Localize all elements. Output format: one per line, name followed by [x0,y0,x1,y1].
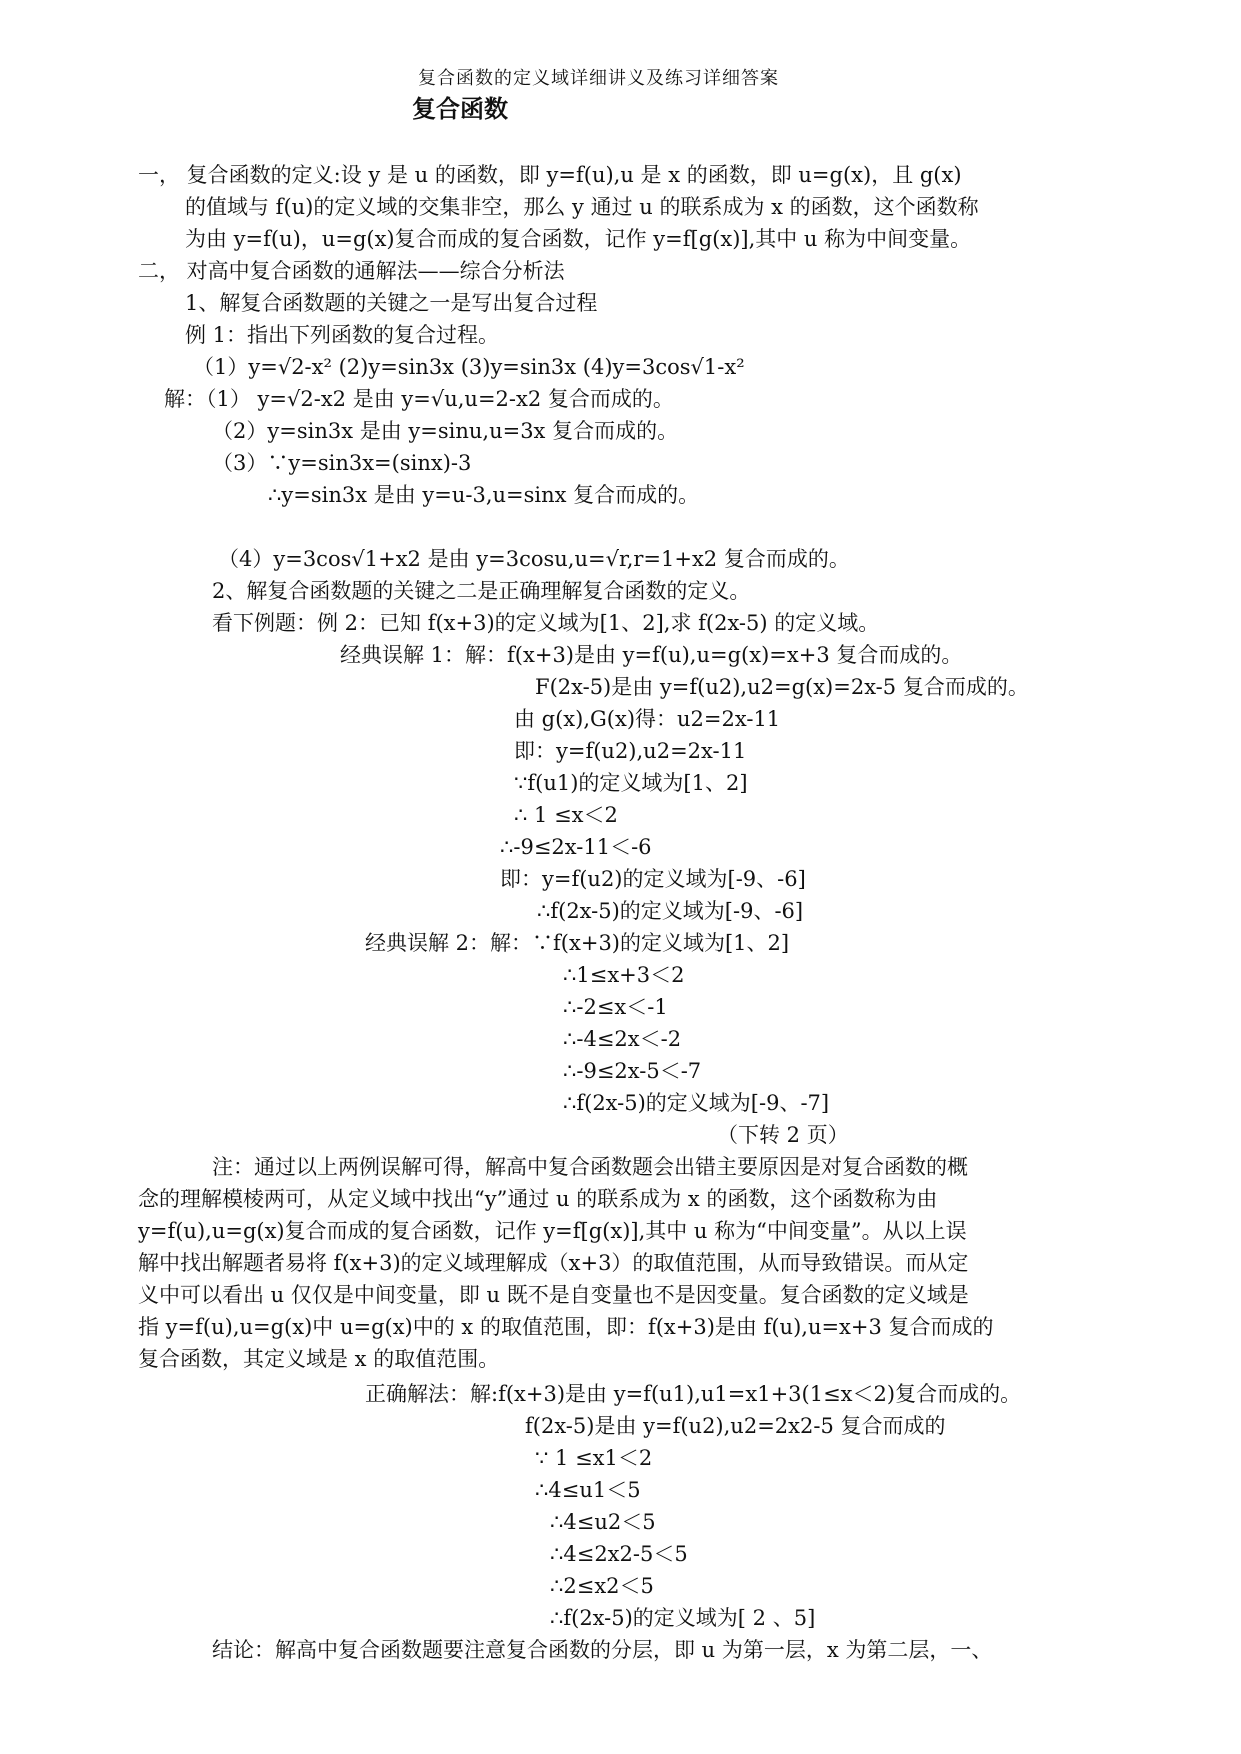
text-line: 经典误解 2：解：∵f(x+3)的定义域为[1、2] [365,931,790,955]
page-header: 复合函数的定义域详细讲义及练习详细答案 [418,68,779,89]
text-line: ∴f(2x-5)的定义域为[ 2 、5] [550,1606,816,1630]
text-line: 即：y=f(u2),u2=2x-11 [514,739,747,763]
text-line: 即：y=f(u2)的定义域为[-9、-6] [500,867,806,891]
text-line: 注：通过以上两例误解可得，解高中复合函数题会出错主要原因是对复合函数的概 [212,1155,968,1179]
text-line: 2、解复合函数题的关键之二是正确理解复合函数的定义。 [212,579,751,603]
text-line: （3）∵y=sin3x=(sinx)-3 [212,451,472,475]
text-line: 1、解复合函数题的关键之一是写出复合过程 [185,291,598,315]
text-line: ∴2≤x2＜5 [550,1574,654,1598]
text-line: 由 g(x),G(x)得：u2=2x-11 [514,707,781,731]
text-line: y=f(u),u=g(x)复合而成的复合函数，记作 y=f[g(x)],其中 u 称为“中间变量”。从以上误 [138,1219,967,1243]
text-line: 二， 对高中复合函数的通解法——综合分析法 [138,259,565,283]
text-line: ∴-9≤2x-11＜-6 [500,835,652,859]
text-line: 解中找出解题者易将 f(x+3)的定义域理解成（x+3）的取值范围，从而导致错误。而从定 [138,1251,969,1275]
text-line: 义中可以看出 u 仅仅是中间变量，即 u 既不是自变量也不是因变量。复合函数的定义域是 [138,1283,969,1307]
text-line: 经典误解 1：解：f(x+3)是由 y=f(u),u=g(x)=x+3 复合而成的。 [340,643,963,667]
text-line: 解：（1） y=√2-x2 是由 y=√u,u=2-x2 复合而成的。 [164,387,674,411]
text-line: f(2x-5)是由 y=f(u2),u2=2x2-5 复合而成的 [525,1414,946,1438]
text-line: 看下例题：例 2：已知 f(x+3)的定义域为[1、2],求 f(2x-5) 的定义域。 [212,611,880,635]
text-line: ∴ 1 ≤x＜2 [514,803,618,827]
text-line: ∴4≤u2＜5 [550,1510,656,1534]
text-line: ∵f(u1)的定义域为[1、2] [514,771,748,795]
text-line: 的值域与 f(u)的定义域的交集非空，那么 y 通过 u 的联系成为 x 的函数，这个函数称 [185,195,979,219]
text-line: ∴4≤u1＜5 [535,1478,641,1502]
text-line: 正确解法：解:f(x+3)是由 y=f(u1),u1=x1+3(1≤x＜2)复合而成的。 [365,1382,1022,1406]
text-line: ∴-4≤2x＜-2 [563,1027,682,1051]
text-line: 指 y=f(u),u=g(x)中 u=g(x)中的 x 的取值范围，即：f(x+3)是由 f(u),u=x+3 复合而成的 [138,1315,994,1339]
text-line: 复合函数，其定义域是 x 的取值范围。 [138,1347,500,1371]
text-line: 一， 复合函数的定义:设 y 是 u 的函数，即 y=f(u),u 是 x 的函数，即 u=g(x)，且 g(x) [138,163,962,187]
text-line: ∴-9≤2x-5＜-7 [563,1059,702,1083]
text-line: （4）y=3cos√1+x2 是由 y=3cosu,u=√r,r=1+x2 复合而成的。 [218,547,850,571]
text-line: 例 1：指出下列函数的复合过程。 [185,323,500,347]
text-line: 念的理解模棱两可，从定义域中找出“y”通过 u 的联系成为 x 的函数，这个函数称为由 [138,1187,938,1211]
text-line: ∴f(2x-5)的定义域为[-9、-7] [563,1091,830,1115]
text-line: 结论：解高中复合函数题要注意复合函数的分层，即 u 为第一层，x 为第二层，一、 [212,1638,993,1662]
text-line: F(2x-5)是由 y=f(u2),u2=g(x)=2x-5 复合而成的。 [535,675,1029,699]
text-line: ∴1≤x+3＜2 [563,963,685,987]
text-line: ∵ 1 ≤x1＜2 [535,1446,653,1470]
text-line: 为由 y=f(u)，u=g(x)复合而成的复合函数，记作 y=f[g(x)],其中 u 称为中间变量。 [185,227,972,251]
text-line: ∴-2≤x＜-1 [563,995,668,1019]
text-line: （下转 2 页） [717,1123,849,1147]
text-line: ∴y=sin3x 是由 y=u-3,u=sinx 复合而成的。 [268,483,700,507]
text-line: （2）y=sin3x 是由 y=sinu,u=3x 复合而成的。 [212,419,679,443]
text-line: ∴4≤2x2-5＜5 [550,1542,688,1566]
text-line: （1）y=√2-x² (2)y=sin3x (3)y=sin3x (4)y=3cos√1-x² [193,355,745,379]
document-title: 复合函数 [412,95,508,123]
text-line: ∴f(2x-5)的定义域为[-9、-6] [537,899,804,923]
